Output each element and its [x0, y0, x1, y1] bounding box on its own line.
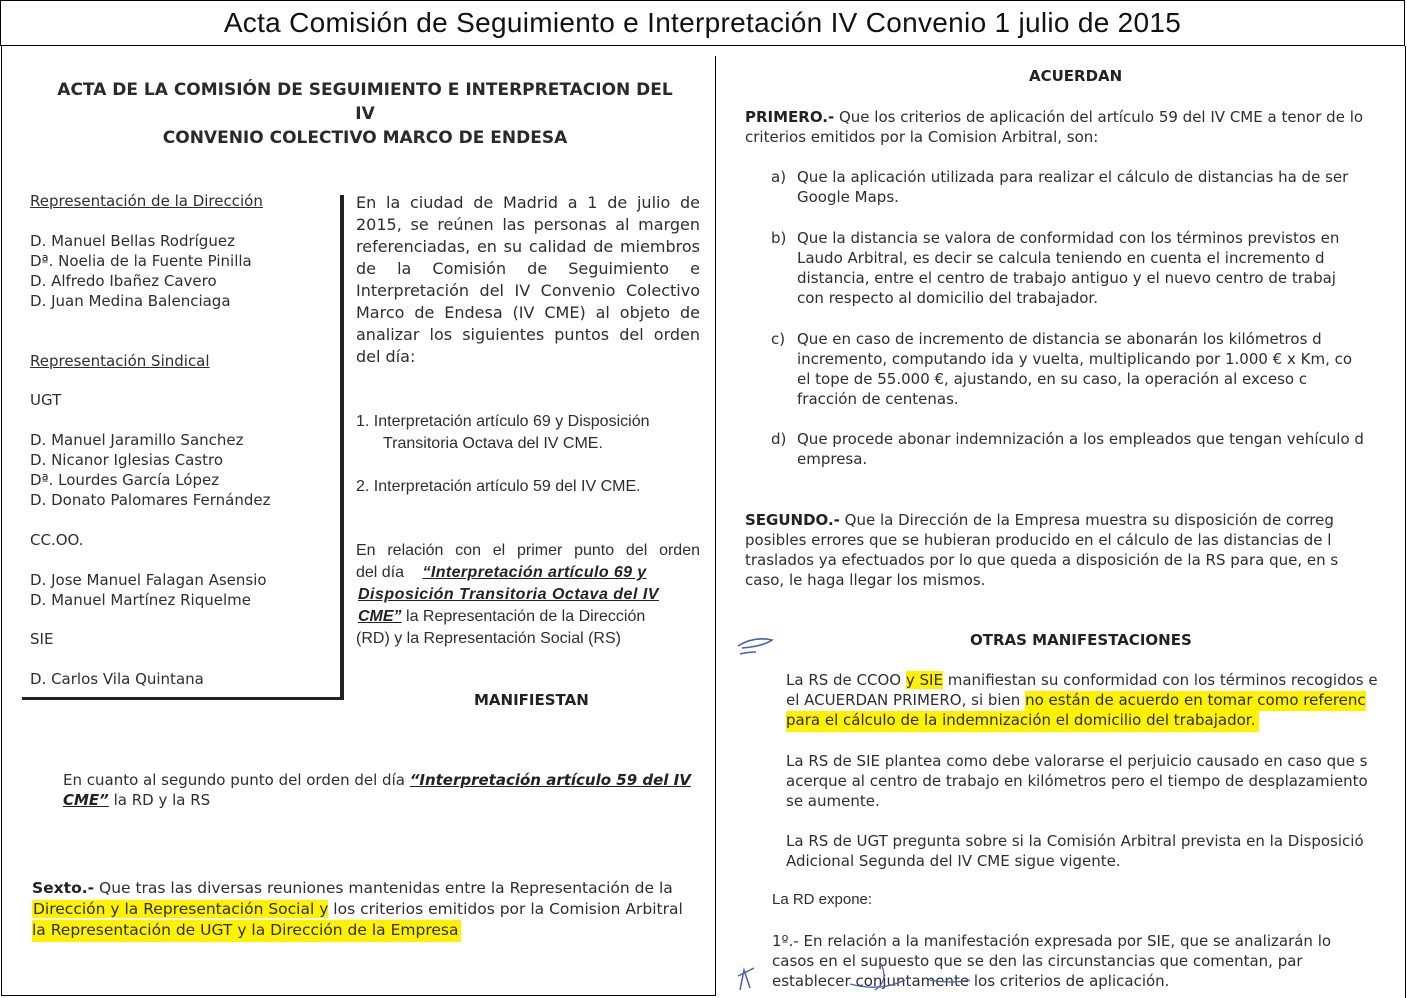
list-marker: a) [771, 168, 787, 186]
rd-point-line: casos en el supuesto que se den las circunstancias que comentan, par [772, 952, 1303, 970]
rs-ccoo-line: el ACUERDAN PRIMERO, si bien no están de acuerdo en tomar como referenc [786, 691, 1366, 709]
intro-line: analizar los siguientes puntos del orden [356, 325, 700, 344]
rs-sie-line: acerque al centro de trabajo en kilómetros pero el tiempo de desplazamiento [786, 772, 1368, 790]
member: D. Manuel Jaramillo Sanchez [30, 431, 244, 449]
list-item-line: Que la distancia se valora de conformidad con los términos previstos en [797, 229, 1340, 247]
intro-line: En la ciudad de Madrid a 1 de julio de [356, 193, 700, 212]
sie-label: SIE [30, 630, 54, 648]
dir-heading: Representación de la Dirección [30, 192, 263, 210]
document-title: Acta Comisión de Seguimiento e Interpretación IV Convenio 1 julio de 2015 [223, 7, 1182, 38]
list-item-line: Laudo Arbitral, es decir se calcula teniendo en cuenta el incremento d [797, 249, 1325, 267]
list-item-line: empresa. [797, 450, 868, 468]
list-item-line: distancia, entre el centro de trabajo antiguo y el nuevo centro de trabaj [797, 269, 1336, 287]
list-item-line: Que en caso de incremento de distancia se abonarán los kilómetros d [797, 330, 1322, 348]
relation-line: En relación con el primer punto del orden [356, 542, 700, 559]
left-page-frame [1, 46, 716, 996]
list-item-line: incremento, computando ida y vuelta, multiplicando por 1.000 € x Km, co [797, 350, 1353, 368]
list-marker: c) [771, 330, 786, 348]
pen-annotation-icon [730, 940, 1050, 996]
acuerdan-heading: ACUERDAN [1029, 67, 1123, 85]
margin-rule-horizontal [22, 697, 344, 700]
page-divider [715, 56, 716, 996]
document-header [0, 0, 1405, 46]
second-point-line: En cuanto al segundo punto del orden del día “Interpretación artículo 59 del IV [63, 771, 691, 789]
sexto-highlight-line: la Representación de UGT y la Dirección de la Empresa [32, 920, 461, 940]
manifiestan-heading: MANIFIESTAN [474, 691, 589, 709]
primero-line: PRIMERO.- Que los criterios de aplicación del artículo 59 del IV CME a tenor de lo [745, 108, 1364, 126]
list-marker: d) [771, 430, 787, 448]
intro-line: del día: [356, 347, 416, 366]
acta-title: ACTA DE LA COMISIÓN DE SEGUIMIENTO E INTERPRETACION DEL IV CONVENIO COLECTIVO MARCO DE ENDESA [57, 80, 673, 148]
member: D. Manuel Martínez Riquelme [30, 591, 251, 609]
member: D. Nicanor Iglesias Castro [30, 451, 224, 469]
margin-rule-vertical [340, 195, 344, 700]
member: D. Juan Medina Balenciaga [30, 292, 231, 310]
member: D. Donato Palomares Fernández [30, 491, 271, 509]
second-point-line: CME” la RD y la RS [63, 791, 211, 809]
right-border [1405, 46, 1406, 998]
member: D. Carlos Vila Quintana [30, 670, 204, 688]
rd-point-line: establecer conjuntamente los criterios de aplicación. [772, 972, 1170, 990]
relation-line: del día “Interpretación artículo 69 y [356, 564, 647, 581]
list-item-line: fracción de centenas. [797, 390, 959, 408]
intro-line: Interpretación del IV Convenio Colectivo [356, 281, 700, 300]
member: D. Jose Manuel Falagan Asensio [30, 571, 267, 589]
segundo-line: caso, le haga llegar los mismos. [745, 571, 986, 589]
relation-line: Disposición Transitoria Octava del IV [358, 586, 659, 603]
sind-heading: Representación Sindical [30, 352, 210, 370]
rs-ugt-line: La RS de UGT pregunta sobre si la Comisión Arbitral prevista en la Disposició [786, 832, 1364, 850]
ugt-label: UGT [30, 391, 62, 409]
list-item-line: Google Maps. [797, 188, 899, 206]
rd-point-line: 1º.- En relación a la manifestación expresada por SIE, que se analizarán lo [772, 932, 1332, 950]
segundo-line: posibles errores que se hubieran producido en el cálculo de las distancias de l [745, 531, 1332, 549]
pen-mark-icon [734, 632, 776, 662]
list-item-line: con respecto al domicilio del trabajador. [797, 289, 1098, 307]
member: D. Alfredo Ibañez Cavero [30, 272, 217, 290]
segundo-line: traslados ya efectuados por lo que queda a disposición de la RS para que, en s [745, 551, 1339, 569]
otras-heading: OTRAS MANIFESTACIONES [970, 631, 1192, 649]
list-item-line: Que procede abonar indemnización a los empleados que tengan vehículo d [797, 430, 1364, 448]
rs-sie-line: La RS de SIE plantea como debe valorarse el perjuicio causado en caso que s [786, 752, 1368, 770]
relation-line: (RD) y la Representación Social (RS) [356, 630, 621, 647]
list-item-line: el tope de 55.000 €, ajustando, en su caso, la operación al exceso c [797, 370, 1308, 388]
list-item-line: Que la aplicación utilizada para realizar el cálculo de distancias ha de ser [797, 168, 1349, 186]
ccoo-label: CC.OO. [30, 531, 84, 549]
sexto-line: Sexto.- Que tras las diversas reuniones mantenidas entre la Representación de la [32, 879, 673, 897]
rd-expone: La RD expone: [772, 891, 873, 908]
agenda-point-1: 1. Interpretación artículo 69 y Disposición [356, 413, 650, 430]
rs-ugt-line: Adicional Segunda del IV CME sigue vigente. [786, 852, 1121, 870]
rs-ccoo-line: La RS de CCOO y SIE manifiestan su conformidad con los términos recogidos e [786, 671, 1378, 689]
sexto-line: Dirección y la Representación Social y los criterios emitidos por la Comision Arbitral [33, 900, 683, 918]
relation-line: CME” la Representación de la Dirección [358, 608, 646, 625]
list-marker: b) [771, 229, 787, 247]
intro-line: Marco de Endesa (IV CME) al objeto de [356, 303, 700, 322]
intro-line: referenciadas, en su calidad de miembros [356, 237, 700, 256]
member: Dª. Lourdes García López [30, 471, 220, 489]
rs-ccoo-highlight: para el cálculo de la indemnización el domicilio del trabajador. [786, 710, 1259, 730]
member: D. Manuel Bellas Rodríguez [30, 232, 235, 250]
agenda-point-2: 2. Interpretación artículo 59 del IV CME. [356, 478, 641, 495]
primero-line: criterios emitidos por la Comision Arbitral, son: [745, 128, 1099, 146]
agenda-point-1-cont: Transitoria Octava del IV CME. [383, 435, 603, 452]
rs-sie-line: se aumente. [786, 792, 880, 810]
intro-line: de la Comisión de Seguimiento e [356, 259, 700, 278]
segundo-line: SEGUNDO.- Que la Dirección de la Empresa muestra su disposición de correg [745, 511, 1334, 529]
member: Dª. Noelia de la Fuente Pinilla [30, 252, 252, 270]
intro-line: 2015, se reúnen las personas al margen [356, 215, 700, 234]
